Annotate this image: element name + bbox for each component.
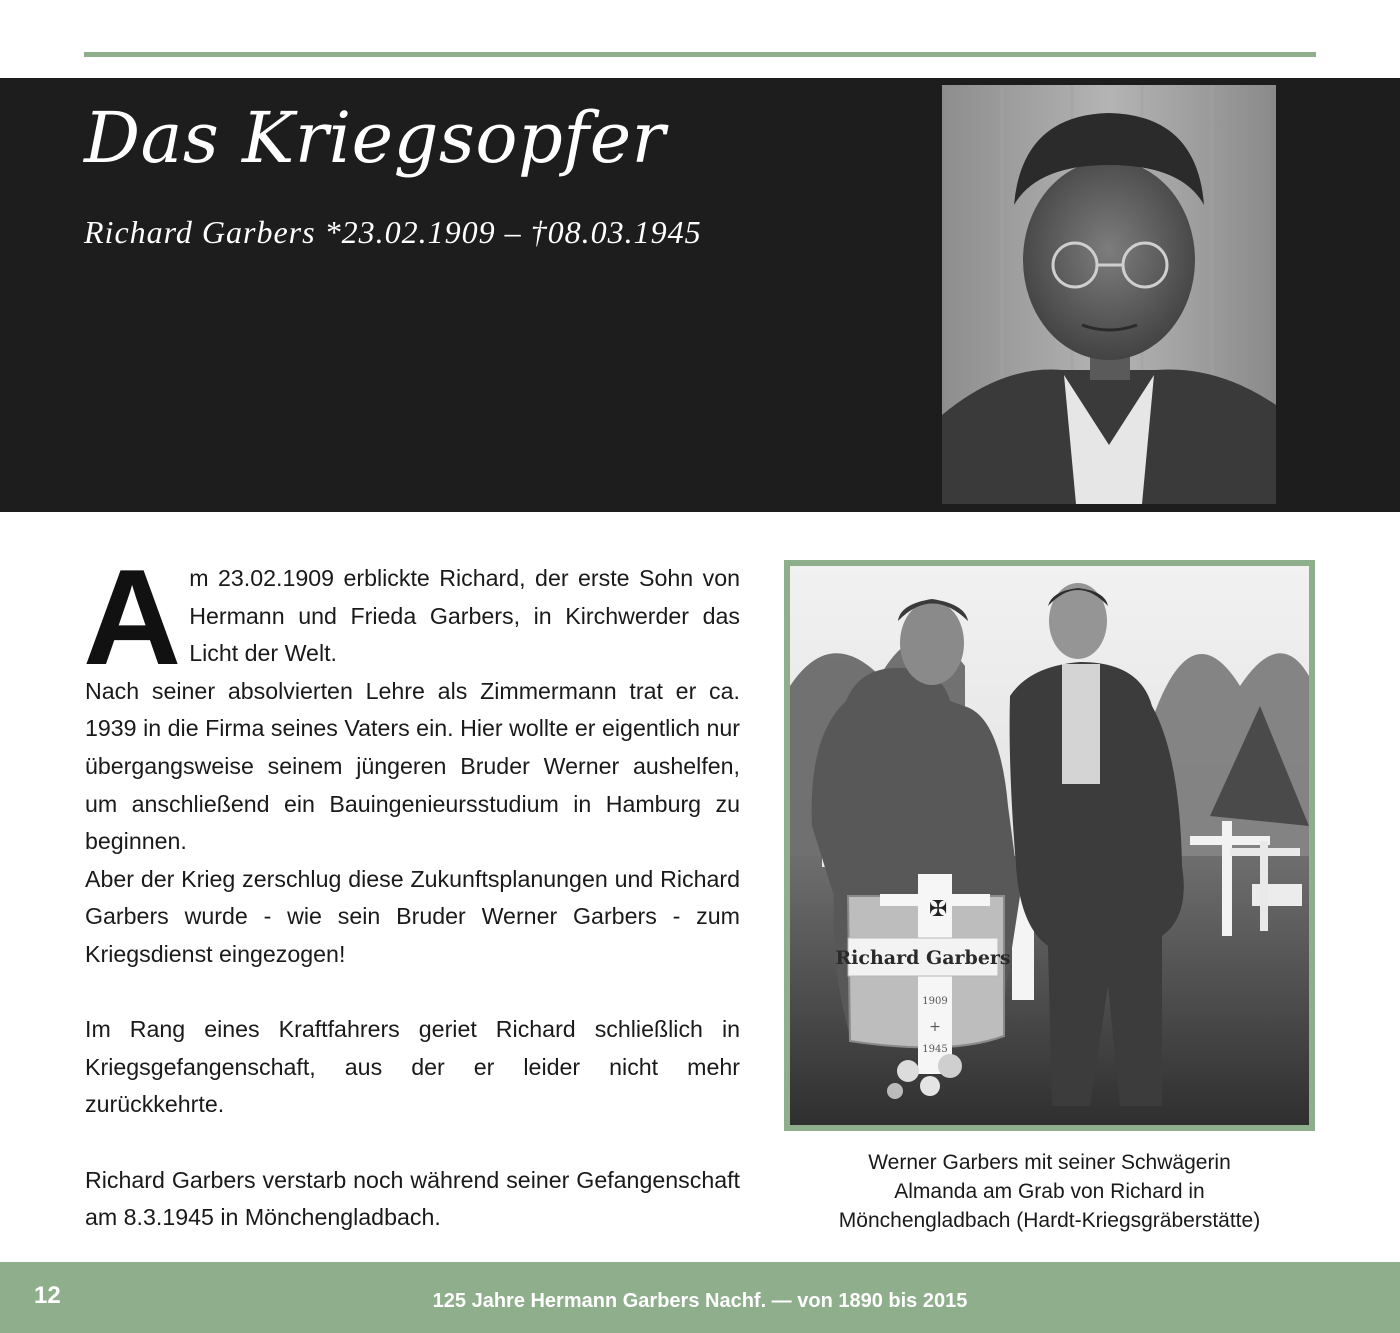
drop-cap: A [83,541,182,693]
grave-photo [784,560,1315,1131]
paragraph-death: Richard Garbers verstarb noch während seiner Gefangenschaft am 8.3.1945 in Mönchengladbach. [85,1166,740,1231]
grave-sign-text: Richard Garbers [835,947,1011,969]
svg-text:+: + [929,1019,941,1035]
paragraph-intro [83,541,740,693]
photo-caption [784,1148,1315,1235]
cross-birth-year: 1909 [922,996,948,1007]
paragraph-1-text: m 23.02.1909 erblickte Richard, der erste Sohn von Hermann und Frieda Garbers, in Kirchwerder das Licht der Welt. [189,565,740,667]
portrait-photo [942,85,1276,504]
page-number: 12 [34,1282,61,1309]
article-body [83,541,740,1237]
paragraph-captivity: Im Rang eines Kraftfahrers geriet Richard schließlich in Kriegsgefangenschaft, aus der er leider nicht mehr zurückkehrte. [85,1016,740,1118]
page-title: Das Kriegsopfer [84,97,666,179]
footer-text: 125 Jahre Hermann Garbers Nachf. — von 1890 bis 2015 [432,1290,968,1312]
caption-line: Almanda am Grab von Richard in [894,1180,1205,1203]
footer-bar [0,1262,1400,1333]
paragraph-apprenticeship: Nach seiner absolvierten Lehre als Zimmermann trat er ca. 1939 in die Firma seines Vaters ein. Hier wollte er eigentlich nur übergangsweise seinem jüngeren Bruder Werner aushelfen, um anschließend ein Bauingenieursstudium in Hamburg zu beginnen. [85,677,740,855]
cross-death-year: 1945 [922,1044,948,1055]
paragraph-war: Aber der Krieg zerschlug diese Zukunftsplanungen und Richard Garbers wurde - wie sein Bruder Werner Garbers - zum Kriegsdienst eingezogen! [85,865,740,967]
caption-line: Mönchengladbach (Hardt-Kriegsgräberstätte) [838,1209,1261,1232]
svg-text:✠: ✠ [929,897,948,922]
top-rule [84,52,1316,57]
page-subtitle: Richard Garbers *23.02.1909 – †08.03.1945 [84,214,702,250]
caption-line: Werner Garbers mit seiner Schwägerin [868,1151,1231,1174]
